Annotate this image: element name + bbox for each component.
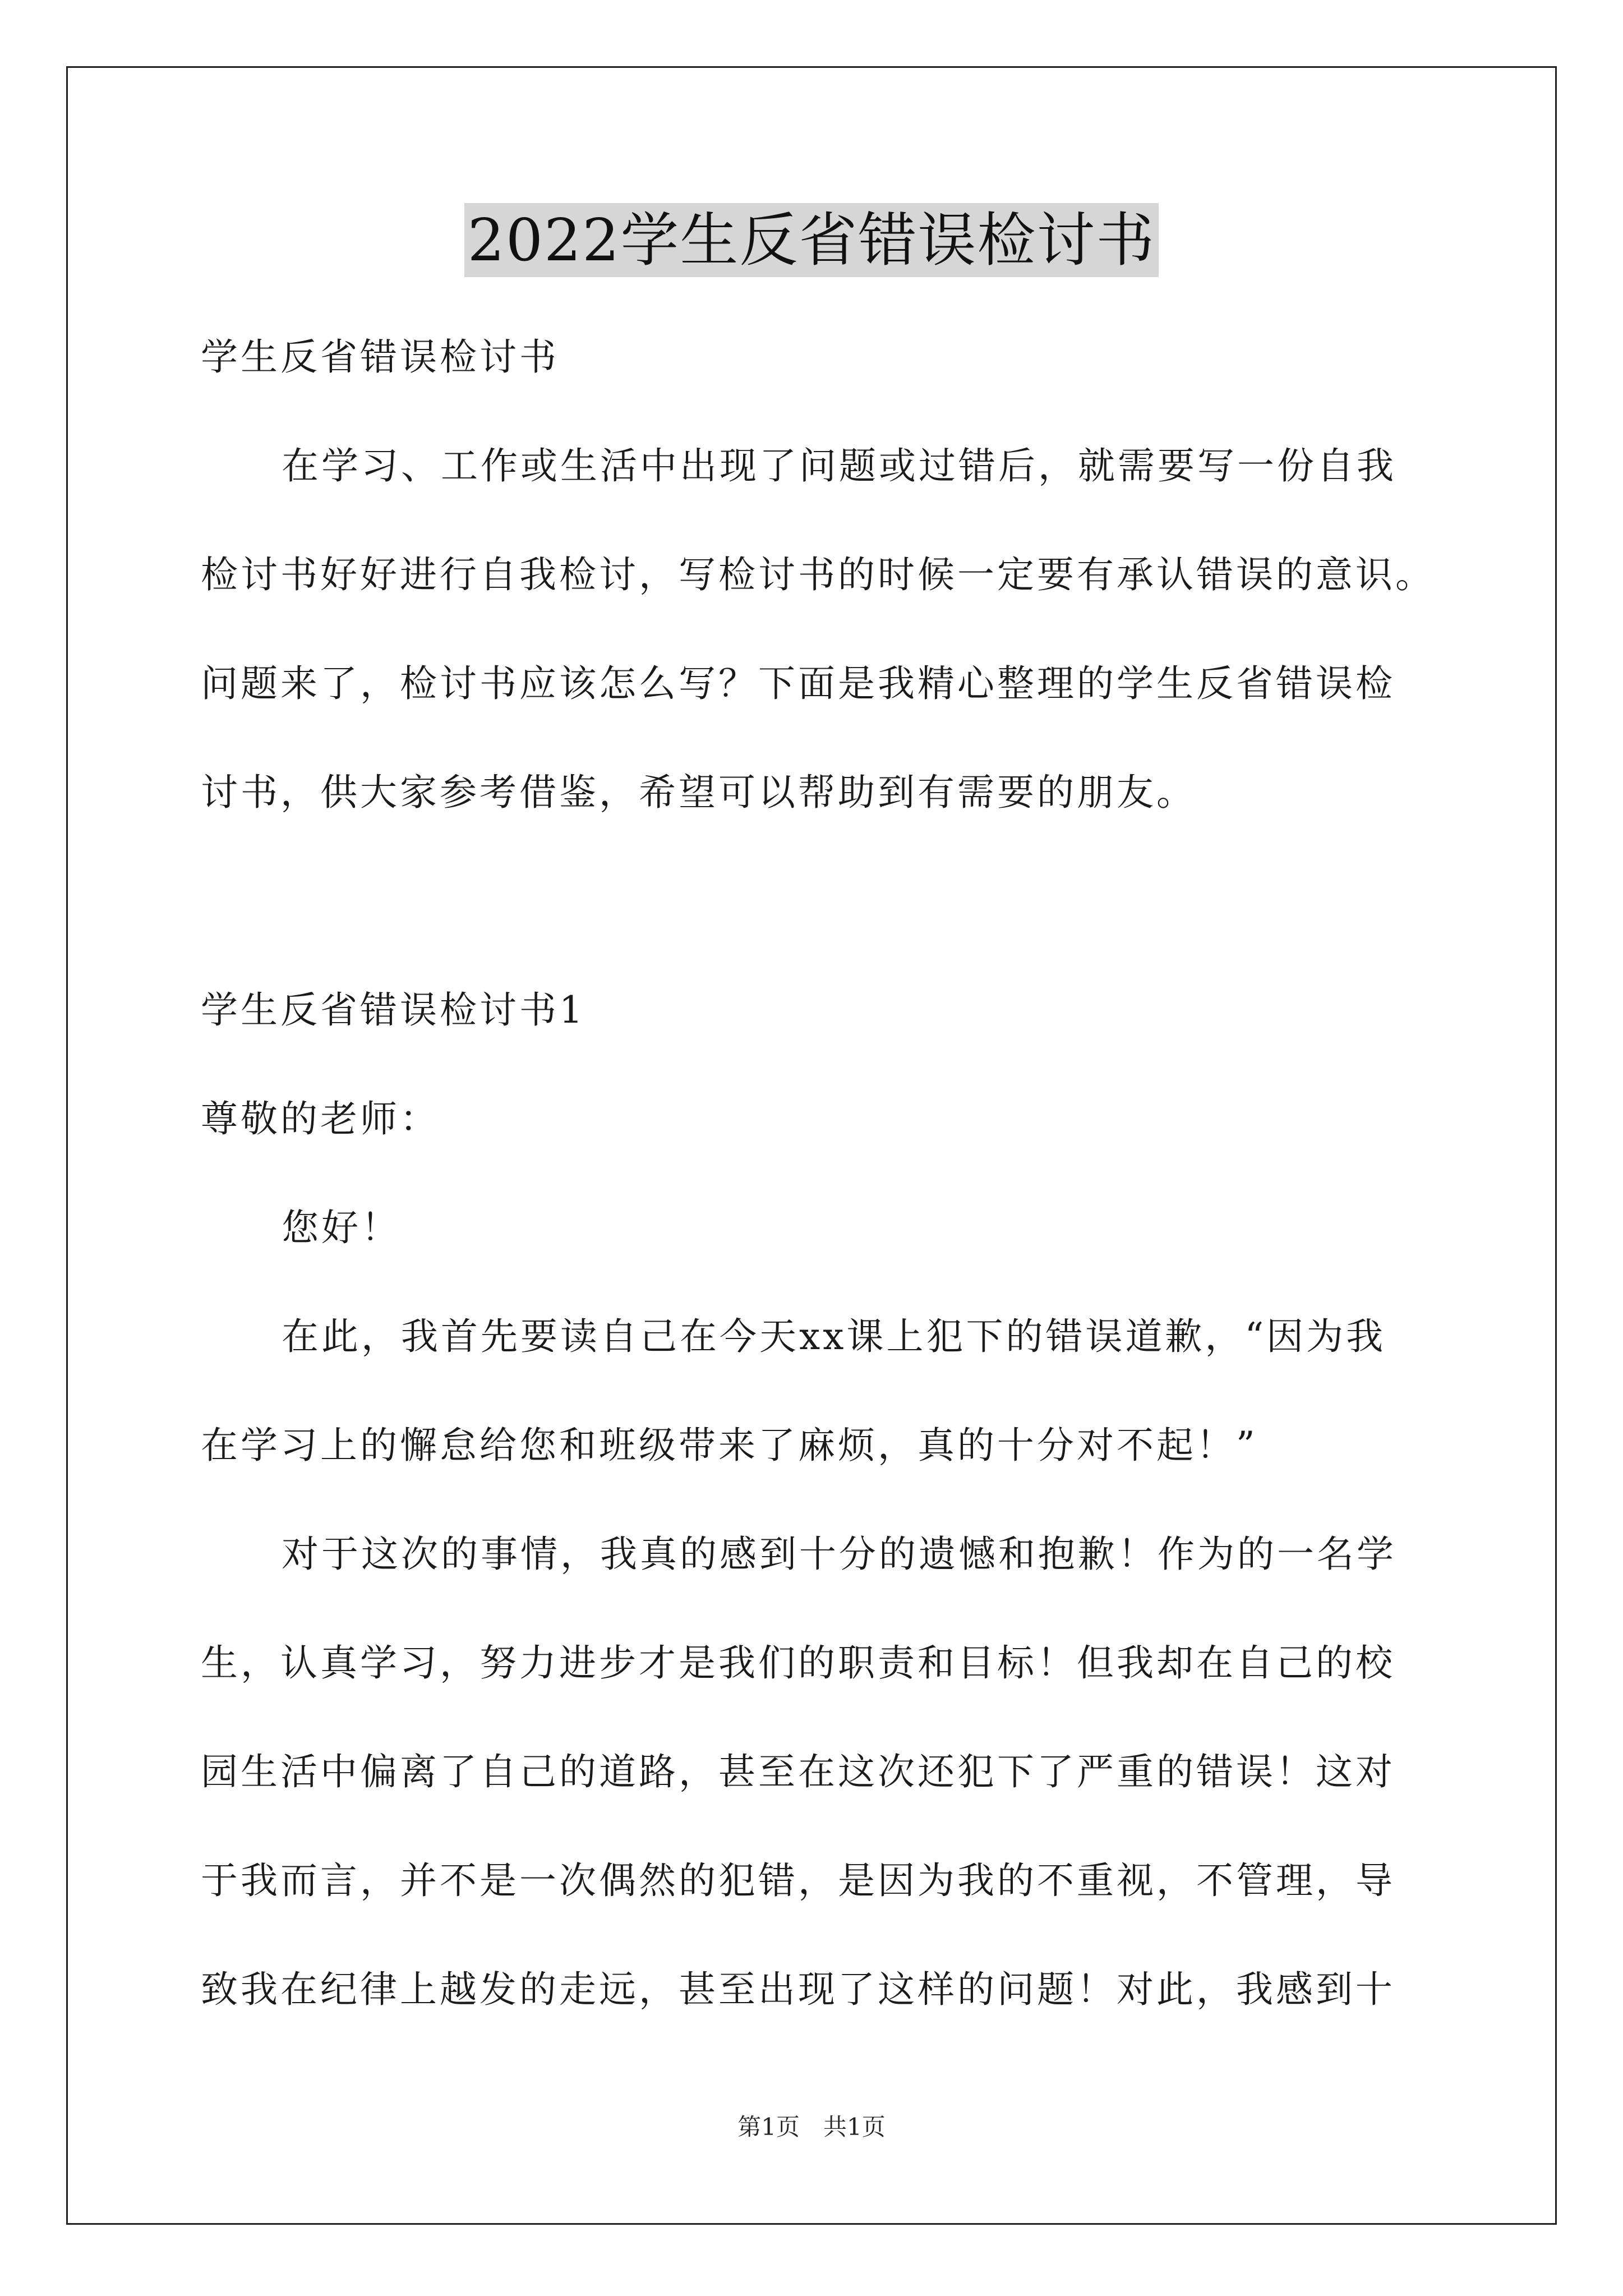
paragraph-gap — [201, 847, 1435, 956]
intro-line-4: 讨书，供大家参考借鉴，希望可以帮助到有需要的朋友。 — [201, 771, 1196, 814]
title-container — [0, 203, 1623, 277]
salutation: 尊敬的老师： — [201, 1097, 440, 1140]
greeting: 您好！ — [282, 1206, 401, 1249]
section-heading: 学生反省错误检讨书1 — [201, 988, 585, 1032]
intro-line-2: 检讨书好好进行自我检讨，写检讨书的时候一定要有承认错误的意识。 — [201, 553, 1435, 596]
body-line-7: 致我在纪律上越发的走远，甚至出现了这样的问题！对此，我感到十 — [201, 1968, 1395, 2011]
body-line-1: 在此，我首先要读自己在今天xx课上犯下的错误道歉，“因为我 — [282, 1315, 1386, 1358]
intro-line-3: 问题来了，检讨书应该怎么写？下面是我精心整理的学生反省错误检 — [201, 662, 1395, 705]
intro-line-1: 在学习、工作或生活中出现了问题或过错后，就需要写一份自我 — [282, 444, 1396, 487]
subtitle-line: 学生反省错误检讨书 — [201, 335, 559, 379]
document-body — [201, 303, 1435, 2044]
body-line-4: 生，认真学习，努力进步才是我们的职责和目标！但我却在自己的校 — [201, 1641, 1395, 1685]
body-line-6: 于我而言，并不是一次偶然的犯错，是因为我的不重视，不管理，导 — [201, 1859, 1395, 1902]
body-line-2: 在学习上的懈怠给您和班级带来了麻烦，真的十分对不起！” — [201, 1424, 1258, 1467]
body-line-3: 对于这次的事情，我真的感到十分的遗憾和抱歉！作为的一名学 — [282, 1533, 1396, 1576]
body-line-5: 园生活中偏离了自己的道路，甚至在这次还犯下了严重的错误！这对 — [201, 1750, 1395, 1793]
page-footer: 第1页 共1页 — [737, 2113, 886, 2141]
document-title: 2022学生反省错误检讨书 — [464, 203, 1159, 277]
